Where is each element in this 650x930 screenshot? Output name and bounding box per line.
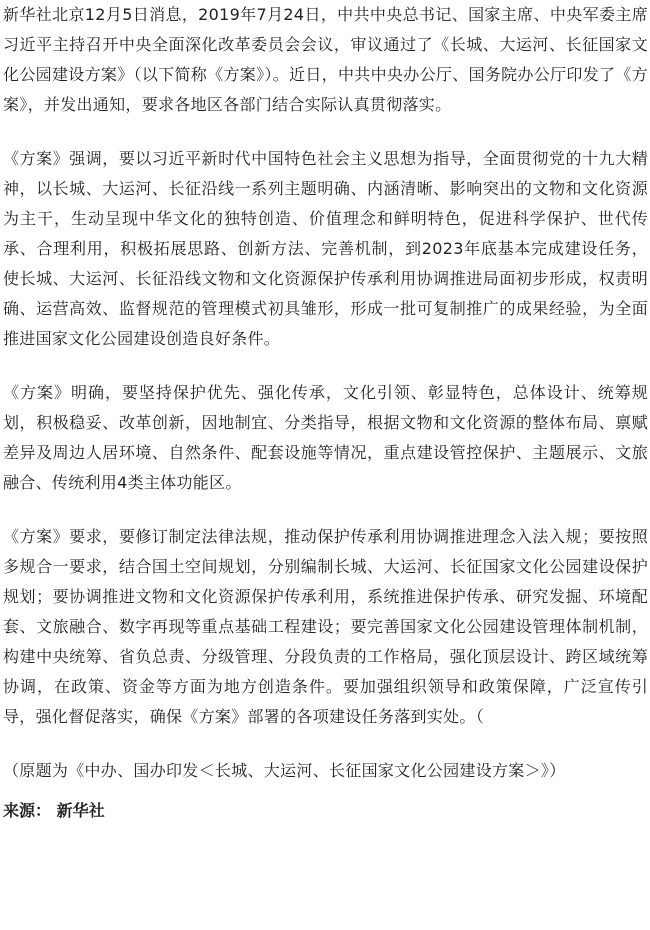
paragraph-requirements: 《方案》要求，要修订制定法律法规，推动保护传承利用协调推进理念入法入规；要按照多规合一要求，结合国土空间规划，分别编制长城、大运河、长征国家文化公园建设保护规划；要协调推进文物和文化资源保护传承利用，系统推进保护传承、研究发掘、环境配套、文旅融合、数字再现等重点基础工程建设；要完善国家文化公园建设管理体制机制，构建中央统筹、省负总责、分级管理、分段负责的工作格局，强化顶层设计、跨区域统筹协调，在政策、资金等方面为地方创造条件。要加强组织领导和政策保障，广泛宣传引导，强化督促落实，确保《方案》部署的各项建设任务落到实处。（	[3, 527, 648, 726]
paragraph-emphasis: 《方案》强调，要以习近平新时代中国特色社会主义思想为指导，全面贯彻党的十九大精神，以长城、大运河、长征沿线一系列主题明确、内涵清晰、影响突出的文物和文化资源为主干，生动呈现中华文化的独特创造、价值理念和鲜明特色，促进科学保护、世代传承、合理利用，积极拓展思路、创新方法、完善机制，到2023年底基本完成建设任务，使长城、大运河、长征沿线文物和文化资源保护传承利用协调推进局面初步形成，权责明确、运营高效、监督规范的管理模式初具雏形，形成一批可复制推广的成果经验，为全面推进国家文化公园建设创造良好条件。	[3, 149, 648, 348]
paragraph-spacer	[3, 354, 648, 378]
original-title-note: （原题为《中办、国办印发＜长城、大运河、长征国家文化公园建设方案＞》）	[3, 761, 566, 780]
source-line	[3, 796, 648, 826]
paragraph-spacer	[3, 120, 648, 144]
paragraph-spacer	[3, 732, 648, 756]
paragraph-spacer	[3, 498, 648, 522]
source-label: 来源：	[3, 801, 52, 820]
source-name: 新华社	[56, 801, 105, 820]
paragraph-clarification: 《方案》明确，要坚持保护优先、强化传承，文化引领、彰显特色，总体设计、统筹规划，积极稳妥、改革创新，因地制宜、分类指导，根据文物和文化资源的整体布局、禀赋差异及周边人居环境、自然条件、配套设施等情况，重点建设管控保护、主题展示、文旅融合、传统利用4类主体功能区。	[3, 383, 648, 492]
paragraph-lead: 新华社北京12月5日消息，2019年7月24日，中共中央总书记、国家主席、中央军委主席习近平主持召开中央全面深化改革委员会会议，审议通过了《长城、大运河、长征国家文化公园建设方案》（以下简称《方案》）。近日，中共中央办公厅、国务院办公厅印发了《方案》，并发出通知，要求各地区各部门结合实际认真贯彻落实。	[3, 5, 648, 114]
